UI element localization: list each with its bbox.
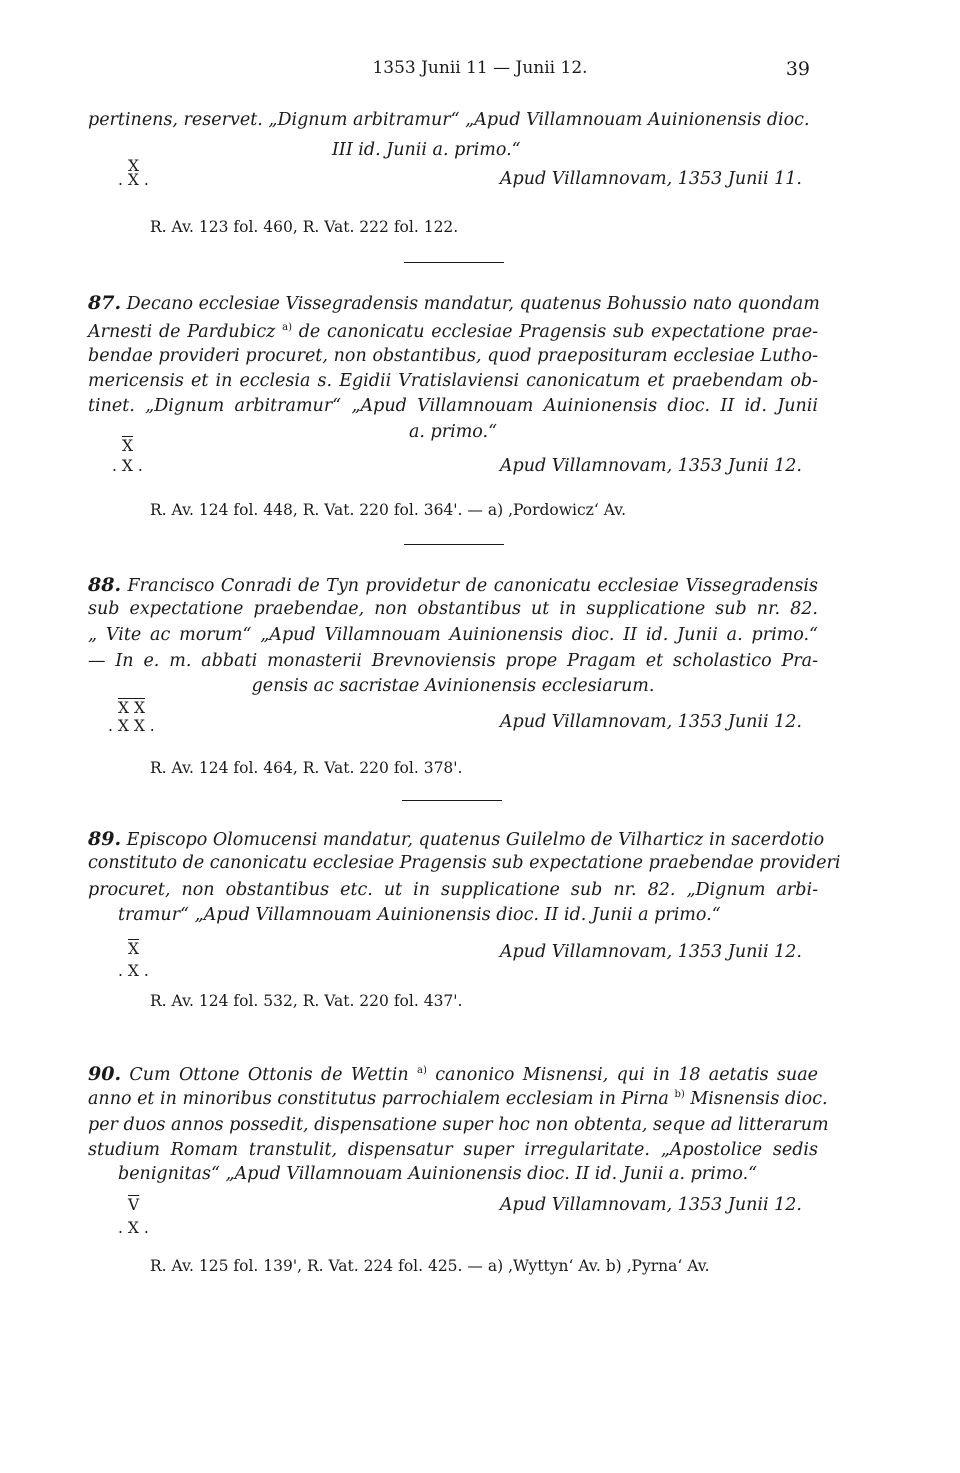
footnote-mark: b) [674, 1089, 685, 1101]
entry-line: a. primo.“ [408, 422, 498, 442]
dating-line: Apud Villamnovam, 1353 Junii 11. [499, 169, 802, 189]
entry-line: 87. Decano ecclesiae Vissegradensis mandatur, quatenus Bohussio nato quondam [88, 292, 820, 314]
entry-line: 89. Episcopo Olomucensi mandatur, quatenus Guilelmo de Vilharticz in sacerdotio [88, 828, 825, 850]
dating-line: Apud Villamnovam, 1353 Junii 12. [499, 1195, 802, 1215]
tax-mark-top: X [128, 157, 140, 175]
entry-line: — In e. m. abbati monasterii Brevnoviensis prope Pragam et scholastico Pra- [88, 651, 818, 671]
entry-line: bendae provideri procuret, non obstantibus, quod praeposituram ecclesiae Lutho- [88, 346, 818, 366]
page-number: 39 [785, 58, 810, 80]
entry-number: 90. [88, 1063, 122, 1085]
entry-line: tinet. „Dignum arbitramur“ „Apud Villamnouam Auinionensis dioc. II id. Junii [88, 396, 818, 416]
separator-rule [404, 262, 504, 263]
entry-line: 90. Cum Ottone Ottonis de Wettin $^{a)}$ canonico Misnensi, qui in 18 aetatis suae [88, 1063, 818, 1085]
page-header [0, 58, 960, 88]
entry-line: gensis ac sacristae Avinionensis ecclesiarum. [251, 676, 655, 696]
footnote-mark: a) [282, 322, 292, 334]
entry-line: benignitas“ „Apud Villamnouam Auinionensis dioc. II id. Junii a. primo.“ [118, 1164, 758, 1184]
footnote-mark: a) [417, 1065, 427, 1077]
tax-mark-bottom: . X X . [108, 717, 155, 735]
tax-mark-bottom: . X . [118, 962, 149, 980]
source-reference: R. Av. 123 fol. 460, R. Vat. 222 fol. 122. [150, 218, 459, 236]
separator-rule [402, 800, 502, 801]
tax-mark-bottom: . X . [118, 171, 149, 189]
dating-line: Apud Villamnovam, 1353 Junii 12. [499, 456, 802, 476]
tax-mark-top: $\overline{X}$ [122, 437, 134, 455]
separator-rule [404, 544, 504, 545]
continuation-line-2: III id. Junii a. primo.“ [332, 140, 521, 160]
entry-line: tramur“ „Apud Villamnouam Auinionensis dioc. II id. Junii a primo.“ [118, 905, 721, 925]
source-reference: R. Av. 124 fol. 448, R. Vat. 220 fol. 364'. — a) ‚Pordowicz‘ Av. [150, 501, 627, 519]
dating-line: Apud Villamnovam, 1353 Junii 12. [499, 942, 802, 962]
tax-mark-top: $\overline{X}$ [128, 940, 140, 958]
entry-line: studium Romam transtulit, dispensatur super irregularitate. „Apostolice sedis [88, 1140, 818, 1160]
source-reference: R. Av. 124 fol. 464, R. Vat. 220 fol. 378'. [150, 759, 463, 777]
source-reference: R. Av. 125 fol. 139', R. Vat. 224 fol. 425. — a) ‚Wyttyn‘ Av. b) ‚Pyrna‘ Av. [150, 1257, 710, 1275]
entry-line: 88. Francisco Conradi de Tyn providetur de canonicatu ecclesiae Vissegradensis [88, 574, 818, 596]
entry-line: anno et in minoribus constitutus parrochialem ecclesiam in Pirna $^{b)}$ Misnensis dioc. [88, 1089, 828, 1109]
tax-mark-bottom: . X . [112, 457, 143, 475]
entry-line: constituto de canonicatu ecclesiae Pragensis sub expectatione praebendae provideri [88, 853, 841, 873]
entry-line: mericensis et in ecclesia s. Egidii Vratislaviensi canonicatum et praebendam ob- [88, 371, 818, 391]
tax-mark-top: $\overline{V}$ [128, 1196, 140, 1214]
running-title: 1353 Junii 11 — Junii 12. [372, 58, 588, 78]
entry-line: Arnesti de Pardubicz $^{a)}$ de canonicatu ecclesiae Pragensis sub expectatione prae- [88, 322, 818, 342]
tax-mark-top: X X [118, 699, 145, 717]
entry-line: sub expectatione praebendae, non obstantibus ut in supplicatione sub nr. 82. [88, 599, 818, 619]
entry-number: 89. [88, 828, 122, 850]
entry-line: „ Vite ac morum“ „Apud Villamnouam Auinionensis dioc. II id. Junii a. primo.“ [88, 625, 818, 645]
entry-number: 87. [88, 292, 122, 314]
entry-line: procuret, non obstantibus etc. ut in supplicatione sub nr. 82. „Dignum arbi- [88, 880, 818, 900]
continuation-line-1: pertinens, reservet. „Dignum arbitramur“ „Apud Villamnouam Auinionensis dioc. [88, 110, 810, 130]
entry-number: 88. [88, 574, 122, 596]
dating-line: Apud Villamnovam, 1353 Junii 12. [499, 712, 802, 732]
source-reference: R. Av. 124 fol. 532, R. Vat. 220 fol. 437'. [150, 992, 463, 1010]
entry-line: per duos annos possedit, dispensatione super hoc non obtenta, seque ad litterarum [88, 1115, 829, 1135]
tax-mark-bottom: . X . [118, 1219, 149, 1237]
